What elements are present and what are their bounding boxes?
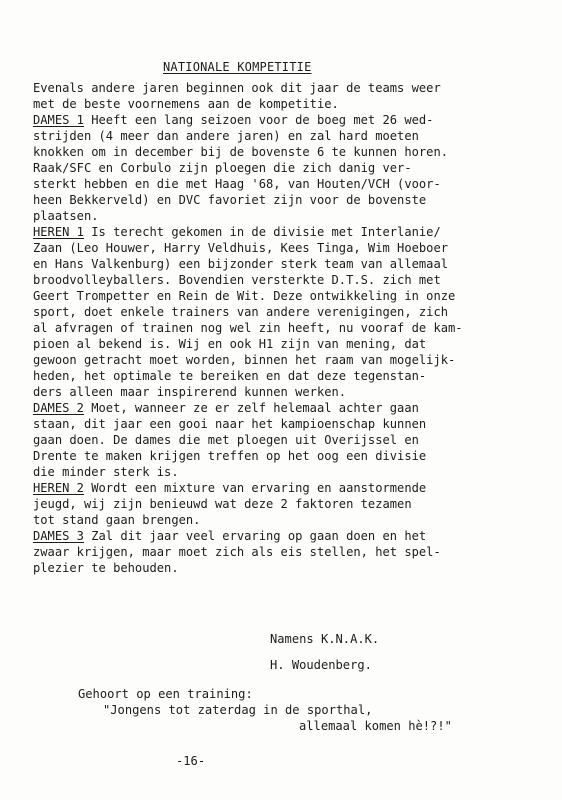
- dames1-line: strijden (4 meer dan andere jaren) en zal hard moeten: [33, 129, 419, 143]
- dames3-line: plezier te behouden.: [33, 561, 179, 575]
- overheard-quote-line: allemaal komen hè!?!": [299, 719, 452, 733]
- dames2-first-line: [33, 400, 553, 416]
- heren1-line: Geert Trompetter en Rein de Wit. Deze ontwikkeling in onze: [33, 289, 456, 303]
- page-number: -16-: [176, 754, 206, 768]
- dames2-line: staan, dit jaar een gooi naar het kampioenschap kunnen: [33, 417, 427, 431]
- dames3-line: zwaar krijgen, maar moet zich als eis stellen, het spel-: [33, 545, 441, 559]
- heren1-line: broodvolleyballers. Bovendien versterkte D.T.S. zich met: [33, 273, 441, 287]
- dames2-line: gaan doen. De dames die met ploegen uit Overijssel en: [33, 433, 419, 447]
- overheard-intro: Gehoort op een training:: [78, 687, 253, 701]
- intro-line: met de beste voornemens aan de kompetitie.: [33, 97, 339, 111]
- heren1-line: en Hans Valkenburg) een bijzonder sterk team van allemaal: [33, 257, 449, 271]
- dames2-line: Moet, wanneer ze er zelf helemaal achter gaan: [83, 401, 419, 415]
- heren1-line: gewoon getracht moet worden, binnen het raam van mogelijk-: [33, 353, 456, 367]
- heren2-line: tot stand gaan brengen.: [33, 513, 201, 527]
- dames1-line: Raak/SFC en Corbulo zijn ploegen die zich danig ver-: [33, 161, 412, 175]
- heren1-line: ders alleen maar inspirerend kunnen werken.: [33, 385, 347, 399]
- dames1-line: heen Bekkerveld) en DVC favoriet zijn voor de bovenste: [33, 193, 427, 207]
- heren1-label: HEREN 1: [33, 225, 84, 239]
- heren2-label: HEREN 2: [33, 481, 84, 495]
- dames3-label: DAMES 3: [33, 529, 84, 543]
- dames2-line: Drente te maken krijgen treffen op het oog een divisie: [33, 449, 427, 463]
- article-body: [33, 80, 553, 576]
- heren1-line: al afvragen of trainen nog wel zin heeft, nu vooraf de kam-: [33, 321, 463, 335]
- dames1-first-line: [33, 112, 553, 128]
- dames3-first-line: [33, 528, 553, 544]
- dames1-line: knokken om in december bij de bovenste 6 te kunnen horen.: [33, 145, 449, 159]
- heren1-line: Is terecht gekomen in de divisie met Interlanie/: [83, 225, 441, 239]
- heren2-line: jeugd, wij zijn benieuwd wat deze 2 faktoren tezamen: [33, 497, 412, 511]
- heren2-line: Wordt een mixture van ervaring en aanstormende: [83, 481, 427, 495]
- dames1-line: sterkt hebben en die met Haag '68, van Houten/VCH (voor-: [33, 177, 441, 191]
- page-title: NATIONALE KOMPETITIE: [163, 60, 312, 74]
- heren1-line: Zaan (Leo Houwer, Harry Veldhuis, Kees Tinga, Wim Hoeboer: [33, 241, 449, 255]
- heren1-line: pioen al bekend is. Wij en ook H1 zijn van mening, dat: [33, 337, 427, 351]
- heren1-line: heden, het optimale te bereiken en dat deze tegenstan-: [33, 369, 427, 383]
- intro-line: Evenals andere jaren beginnen ook dit jaar de teams weer: [33, 81, 441, 95]
- heren1-line: sport, doet enkele trainers van andere verenigingen, zich: [33, 305, 449, 319]
- dames3-line: Zal dit jaar veel ervaring op gaan doen en het: [83, 529, 427, 543]
- dames1-label: DAMES 1: [33, 113, 84, 127]
- signature-organization: Namens K.N.A.K.: [270, 632, 380, 646]
- dames2-label: DAMES 2: [33, 401, 84, 415]
- heren1-first-line: [33, 224, 553, 240]
- heren2-first-line: [33, 480, 553, 496]
- signature-name: H. Woudenberg.: [270, 658, 372, 672]
- dames1-line: Heeft een lang seizoen voor de boeg met 26 wed-: [83, 113, 434, 127]
- overheard-quote-line: "Jongens tot zaterdag in de sporthal,: [103, 703, 373, 717]
- dames2-line: die minder sterk is.: [33, 465, 179, 479]
- dames1-line: plaatsen.: [33, 209, 99, 223]
